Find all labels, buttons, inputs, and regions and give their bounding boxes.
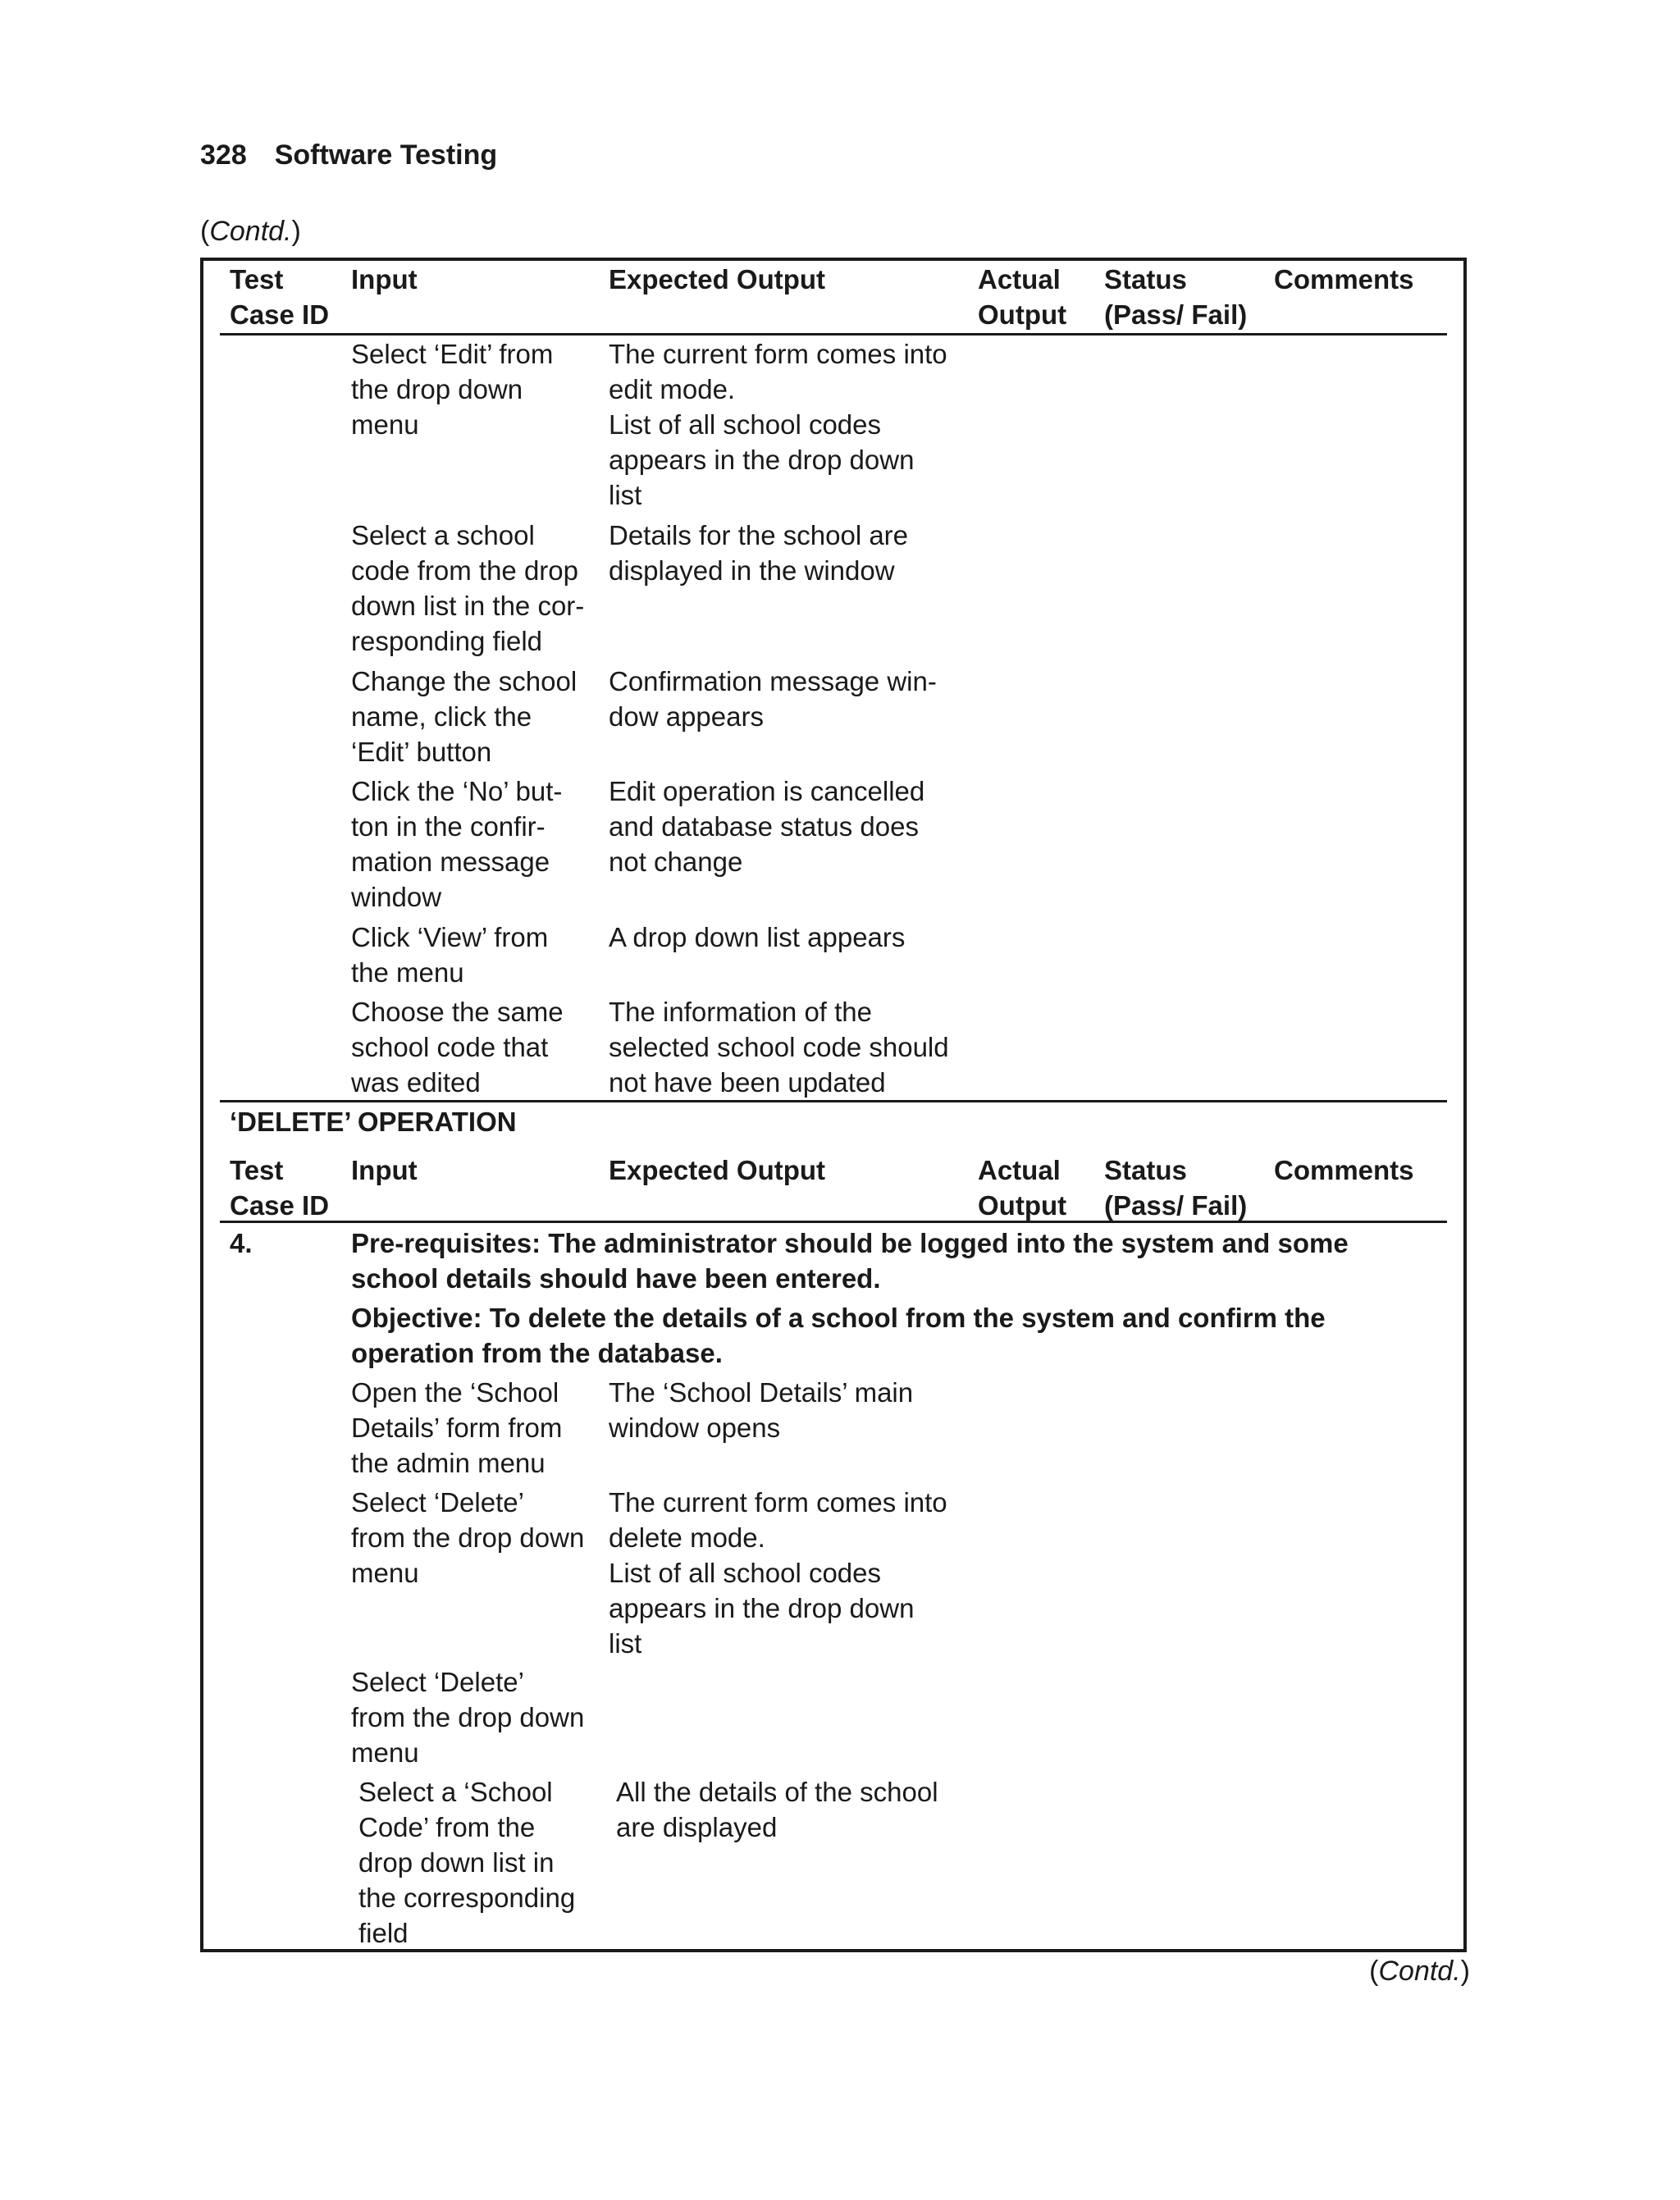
edit-row-6-expected: The information of the selected school code should not have been updated <box>609 997 949 1098</box>
prerequisites: Pre-requisites: The administrator should be logged into the system and some school details should have been entered. <box>351 1228 1349 1294</box>
column-header-expected-output: Expected Output <box>609 1155 826 1185</box>
edit-row-2-expected: Details for the school are displayed in the window <box>609 520 909 586</box>
page-header <box>200 139 497 171</box>
delete-row-3-input: Select ‘Delete’ from the drop down menu <box>351 1667 585 1768</box>
contd-label-bottom: (Contd.) <box>1369 1956 1470 1987</box>
edit-row-6-input: Choose the same school code that was edited <box>351 997 564 1098</box>
page-number: 328 <box>200 139 247 171</box>
delete-row-1-expected: The ‘School Details’ main window opens <box>609 1377 914 1443</box>
delete-row-4-expected: All the details of the school are displayed <box>616 1777 938 1842</box>
delete-row-2-input: Select ‘Delete’ from the drop down menu <box>351 1487 585 1588</box>
column-header-test-case-id: Test Case ID <box>230 1155 330 1221</box>
book-title: Software Testing <box>274 139 498 171</box>
test-case-id: 4. <box>230 1228 253 1258</box>
delete-row-1-input: Open the ‘School Details’ form from the admin menu <box>351 1377 563 1478</box>
column-header-actual-output: Actual Output <box>978 264 1067 330</box>
column-header-input: Input <box>351 1155 418 1185</box>
column-header-comments: Comments <box>1274 1155 1414 1185</box>
edit-row-3-input: Change the school name, click the ‘Edit’ button <box>351 666 578 767</box>
column-header-expected-output: Expected Output <box>609 264 826 294</box>
edit-row-4-input: Click the ‘No’ but- ton in the confir- mation message window <box>351 776 563 912</box>
column-header-actual-output: Actual Output <box>978 1155 1067 1221</box>
column-header-test-case-id: Test Case ID <box>230 264 330 330</box>
column-header-input: Input <box>351 264 418 294</box>
column-header-status: Status (Pass/ Fail) <box>1104 1155 1248 1221</box>
delete-row-2-expected: The current form comes into delete mode. List of all school codes appears in the drop down list <box>609 1487 947 1659</box>
section-rule <box>220 1100 1447 1102</box>
edit-row-2-input: Select a school code from the drop down list in the cor- responding field <box>351 520 585 656</box>
edit-row-1-input: Select ‘Edit’ from the drop down menu <box>351 339 554 440</box>
edit-row-5-expected: A drop down list appears <box>609 922 906 952</box>
edit-row-5-input: Click ‘View’ from the menu <box>351 922 549 988</box>
header-rule <box>220 333 1447 335</box>
column-header-comments: Comments <box>1274 264 1414 294</box>
column-header-status: Status (Pass/ Fail) <box>1104 264 1248 330</box>
header-rule <box>220 1221 1447 1223</box>
delete-section-title: ‘DELETE’ OPERATION <box>230 1107 517 1137</box>
edit-row-3-expected: Confirmation message win- dow appears <box>609 666 937 732</box>
delete-row-4-input: Select a ‘School Code’ from the drop down list in the corresponding field <box>358 1777 576 1948</box>
objective: Objective: To delete the details of a school from the system and confirm the operation from the database. <box>351 1303 1326 1368</box>
edit-row-1-expected: The current form comes into edit mode. List of all school codes appears in the drop down list <box>609 339 947 510</box>
contd-label-top: (Contd.) <box>200 216 301 247</box>
edit-row-4-expected: Edit operation is cancelled and database status does not change <box>609 776 925 877</box>
